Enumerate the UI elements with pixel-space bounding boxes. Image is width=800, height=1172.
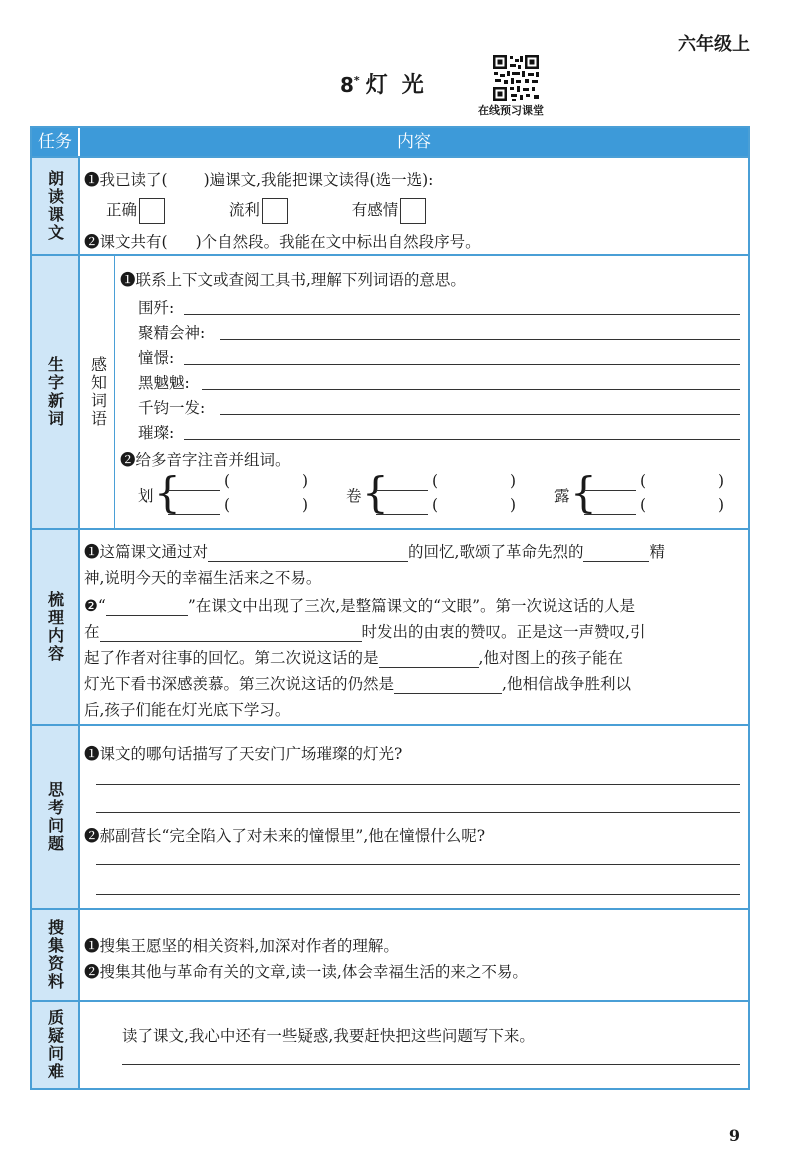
answer-line[interactable]: [584, 514, 636, 515]
row-label: 搜集资料: [32, 910, 78, 1000]
qr-label: 在线预习课堂: [478, 104, 544, 117]
answer-line[interactable]: [220, 339, 740, 340]
row-label: 梳理内容: [32, 530, 78, 724]
poly-group: 划 { ( ) ( ): [138, 468, 309, 517]
answer-line[interactable]: [96, 784, 740, 785]
poly-group: 露 { ( ) ( ): [554, 468, 725, 517]
row-content: [78, 1002, 748, 1088]
outline-p2: ❷“ ”在课文中出现了三次,是整篇课文的“文眼”。第一次说这话的人是: [84, 597, 636, 615]
answer-line[interactable]: [122, 1064, 740, 1065]
questions-prompt: 读了课文,我心中还有一些疑惑,我要赶快把这些问题写下来。: [122, 1027, 535, 1045]
lesson-mark: *: [353, 73, 360, 87]
row-content: [78, 256, 748, 528]
table-header: [32, 128, 748, 156]
vocab-word: 围歼:: [138, 299, 175, 317]
vocab-word: 千钧一发:: [138, 399, 206, 417]
collect-item: ❷搜集其他与革命有关的文章,读一读,体会幸福生活的来之不易。: [84, 963, 528, 981]
answer-line[interactable]: [202, 389, 740, 390]
fill-blank[interactable]: [394, 677, 502, 694]
reading-options: 正确 流利 有感情: [106, 198, 426, 224]
fill-blank[interactable]: [583, 545, 649, 562]
checkbox[interactable]: [262, 198, 288, 224]
lesson-title: [340, 68, 438, 99]
row-content: [78, 910, 748, 1000]
row-reading: [32, 156, 748, 254]
outline-p2-l3: 起了作者对往事的回忆。第二次说这话的是 ,他对图上的孩子能在: [84, 649, 623, 667]
qr-code-icon: [492, 54, 540, 102]
answer-line[interactable]: [96, 864, 740, 865]
outline-p1: ❶这篇课文通过对 的回忆,歌颂了革命先烈的 精: [84, 543, 665, 561]
row-content: [78, 530, 748, 724]
thinking-q2: ❷郝副营长“完全陷入了对未来的憧憬里”,他在憧憬什么呢?: [84, 827, 486, 845]
answer-line[interactable]: [184, 314, 740, 315]
lesson-title-text: 灯光: [365, 73, 438, 98]
row-content: [78, 726, 748, 908]
row-content: [78, 158, 748, 254]
fill-blank[interactable]: [208, 545, 408, 562]
checkbox[interactable]: [400, 198, 426, 224]
poly-char: 卷: [346, 487, 362, 505]
answer-line[interactable]: [376, 514, 428, 515]
answer-line[interactable]: [184, 364, 740, 365]
thinking-q1: ❶课文的哪句话描写了天安门广场璀璨的灯光?: [84, 745, 403, 763]
answer-line[interactable]: [184, 439, 740, 440]
answer-line[interactable]: [96, 894, 740, 895]
vocab-q1: ❶联系上下文或查阅工具书,理解下列词语的意思。: [120, 271, 466, 289]
row-label: 思考问题: [32, 726, 78, 908]
vocab-q2: ❷给多音字注音并组词。: [120, 451, 291, 469]
lesson-number: 8: [340, 73, 354, 97]
worksheet-table: [30, 126, 750, 1090]
poly-char: 划: [138, 487, 154, 505]
fill-blank[interactable]: [100, 625, 362, 642]
checkbox[interactable]: [139, 198, 165, 224]
vocab-word: 憧憬:: [138, 349, 175, 367]
page-number: 9: [728, 1126, 740, 1145]
vocab-word: 璀璨:: [138, 424, 175, 442]
header-task: 任务: [38, 132, 72, 152]
outline-p2-l2: 在 时发出的由衷的赞叹。正是这一声赞叹,引: [84, 623, 646, 641]
row-collect: [32, 908, 748, 1000]
answer-line[interactable]: [168, 514, 220, 515]
row-outline: [32, 528, 748, 724]
row-vocab: [32, 254, 748, 528]
outline-p1-cont: 神,说明今天的幸福生活来之不易。: [84, 569, 322, 587]
row-label: 质疑问难: [32, 1002, 78, 1088]
row-thinking: [32, 724, 748, 908]
answer-line[interactable]: [220, 414, 740, 415]
sub-label: 感知词语: [88, 356, 108, 428]
answer-line[interactable]: [584, 490, 636, 491]
row-questions: [32, 1000, 748, 1088]
header-content: 内容: [78, 128, 748, 156]
row-label: 生字新词: [32, 256, 78, 528]
answer-line[interactable]: [96, 812, 740, 813]
vocab-word: 黑魆魆:: [138, 374, 190, 392]
row-label: 朗读课文: [32, 158, 78, 254]
reading-q2: ❷课文共有( )个自然段。我能在文中标出自然段序号。: [84, 233, 481, 251]
vocab-word: 聚精会神:: [138, 324, 206, 342]
collect-item: ❶搜集王愿坚的相关资料,加深对作者的理解。: [84, 937, 399, 955]
grade-label: 六年级上: [678, 34, 750, 55]
answer-line[interactable]: [376, 490, 428, 491]
poly-char: 露: [554, 487, 570, 505]
outline-p2-l4: 灯光下看书深感羡慕。第三次说这话的仍然是 ,他相信战争胜利以: [84, 675, 631, 693]
fill-blank[interactable]: [106, 599, 188, 616]
poly-group: 卷 { ( ) ( ): [346, 468, 517, 517]
outline-p2-l5: 后,孩子们能在灯光底下学习。: [84, 701, 291, 719]
answer-line[interactable]: [168, 490, 220, 491]
reading-q1: ❶我已读了( )遍课文,我能把课文读得(选一选):: [84, 171, 434, 189]
fill-blank[interactable]: [379, 651, 479, 668]
